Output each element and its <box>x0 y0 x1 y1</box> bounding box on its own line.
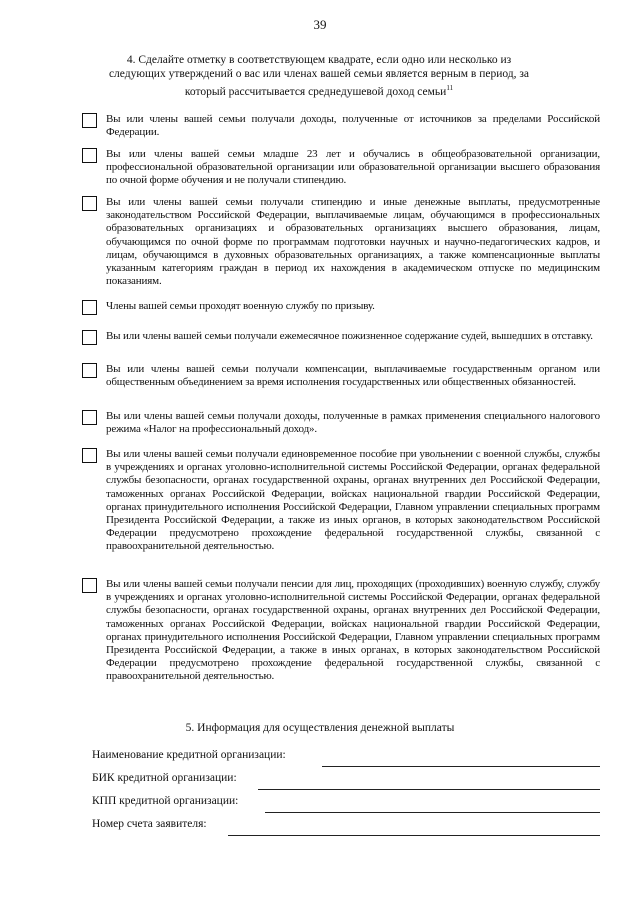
statement-checkbox-2[interactable] <box>82 148 97 163</box>
statement-checkbox-7[interactable] <box>82 410 97 425</box>
statement-text-9: Вы или члены вашей семьи получали пенсии для лиц, проходящих (проходивших) военную службу, службу в учреждениях и органах уголовно-исполнительной системы Российской Федерации, органах федеральной службы безопасности, органах государственной охраны, органах внутренних дел Российской Федерации, таможенных органах Российской Федерации, войсках национальной гвардии Российской Федерации, органах принудительного исполнения Российской Федерации, Главном управлении специальных программ Президента Российской Федерации, а также в иных органах, в которых законодательством Российской Федерации предусмотрено прохождение федеральной государственной службы, связанной с правоохранительной деятельностью. <box>106 578 600 683</box>
section-4-title-text: 4. Сделайте отметку в соответствующем квадрате, если одно или несколько из следующих утверждений о вас или членах вашей семьи является верным в период, за который рассчитывается среднедушевой доход семьи <box>108 54 530 98</box>
statement-item-3 <box>82 196 600 288</box>
section-4-title <box>104 53 534 99</box>
kpp-input-line[interactable] <box>265 812 600 813</box>
statement-text-7: Вы или члены вашей семьи получали доходы, полученные в рамках применения специального налогового режима «Налог на профессиональный доход». <box>106 410 600 436</box>
account-number-input-line[interactable] <box>228 835 600 836</box>
statement-text-5: Вы или члены вашей семьи получали ежемесячное пожизненное содержание судей, вышедших в отставку. <box>106 330 593 342</box>
statement-text-8: Вы или члены вашей семьи получали единовременное пособие при увольнении с военной службы, службы в учреждениях и органах уголовно-исполнительной системы Российской Федерации, органах федеральной службы безопасности, органах государственной охраны, органах внутренних дел Российской Федерации, таможенных органах Российской Федерации, войсках национальной гвардии Российской Федерации, органах принудительного исполнения Российской Федерации, Главном управлении специальных программ Президента Российской Федерации, а также из иных органов, в которых законодательством Российской Федерации предусмотрено прохождение федеральной государственной службы, связанной с правоохранительной деятельностью. <box>106 448 600 553</box>
bank-name-label: Наименование кредитной организации: <box>92 749 286 761</box>
statement-item-5 <box>82 330 600 343</box>
statement-text-6: Вы или члены вашей семьи получали компенсации, выплачиваемые государственным органом или общественным объединением за время исполнения государственных или общественных обязанностей. <box>106 363 600 389</box>
bank-name-input-line[interactable] <box>322 766 600 767</box>
statement-item-7 <box>82 410 600 436</box>
statement-checkbox-9[interactable] <box>82 578 97 593</box>
statement-item-6 <box>82 363 600 389</box>
statement-checkbox-1[interactable] <box>82 113 97 128</box>
kpp-label: КПП кредитной организации: <box>92 795 239 807</box>
statement-checkbox-3[interactable] <box>82 196 97 211</box>
statement-checkbox-5[interactable] <box>82 330 97 345</box>
statement-text-3: Вы или члены вашей семьи получали стипендию и иные денежные выплаты, предусмотренные законодательством Российской Федерации, выплачиваемые лицам, обучающимся в профессиональных образовательных организациях и образовательных организациях высшего образования, лицам, обучающимся по очной форме по программам подготовки научных и научно-педагогических кадров, и лицам, обучающимся в духовных образовательных организациях, а также компенсационные выплаты указанным категориям граждан в период их нахождения в академическом отпуске по медицинским показаниям. <box>106 196 600 288</box>
statement-item-8 <box>82 448 600 554</box>
statement-item-4 <box>82 300 600 313</box>
statement-checkbox-4[interactable] <box>82 300 97 315</box>
statement-item-9 <box>82 578 600 684</box>
account-number-label: Номер счета заявителя: <box>92 818 207 830</box>
statement-item-1 <box>82 113 600 139</box>
statement-text-4: Члены вашей семьи проходят военную службу по призыву. <box>106 300 375 312</box>
statement-text-2: Вы или члены вашей семьи младше 23 лет и обучались в общеобразовательной организации, профессиональной образовательной организации или образовательной организации высшего образования по очной форме обучения и не получали стипендию. <box>106 148 600 187</box>
section-5-title: 5. Информация для осуществления денежной выплаты <box>185 722 455 734</box>
bik-label: БИК кредитной организации: <box>92 772 237 784</box>
bik-input-line[interactable] <box>258 789 600 790</box>
statement-checkbox-6[interactable] <box>82 363 97 378</box>
statement-text-1: Вы или члены вашей семьи получали доходы, полученные от источников за пределами Российской Федерации. <box>106 113 600 139</box>
footnote-mark: 11 <box>446 84 454 92</box>
statement-checkbox-8[interactable] <box>82 448 97 463</box>
page-number: 39 <box>313 17 327 32</box>
statement-item-2 <box>82 148 600 188</box>
